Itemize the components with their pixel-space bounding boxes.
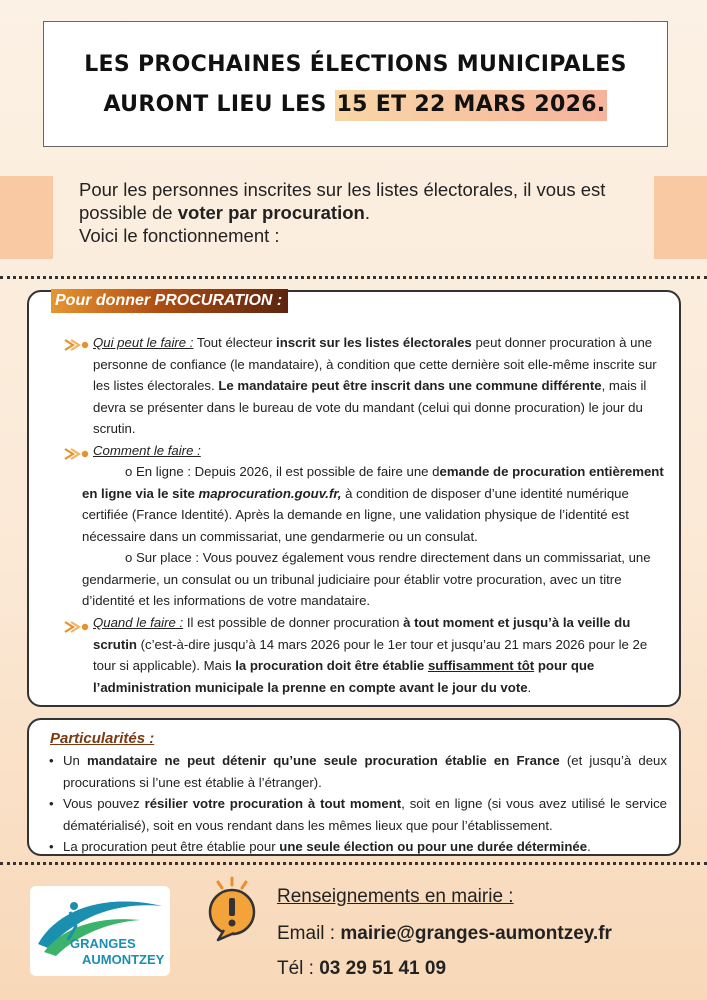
- who-b2: Le mandataire peut être inscrit dans une commune différente: [218, 378, 602, 393]
- when-paragraph: [93, 612, 671, 698]
- item2-t2: , soit en ligne (si vous avez utilisé le service dématérialisé), soit en vous rendant dans les mêmes lieux que pour l’établissement.: [63, 796, 667, 833]
- contact-tel-row: [277, 958, 446, 980]
- item3-b1: une seule élection ou pour une durée déterminée: [279, 839, 588, 854]
- intro-bold: voter par procuration: [177, 202, 365, 223]
- list-item: [47, 836, 667, 858]
- when-bu: suffisamment tôt: [427, 658, 535, 673]
- tel-label: Tél :: [277, 958, 320, 979]
- title-line-1: LES PROCHAINES ÉLECTIONS MUNICIPALES: [84, 52, 627, 77]
- intro-part2: .: [364, 202, 370, 223]
- when-t2: (c’est-à-dire jusqu’à 14 mars 2026 pour le 1er tour et jusqu’au 21 mars 2026 pour le 2e tour si applicable). Mais: [93, 636, 648, 673]
- how-online-b1: emande de procuration entièrement en ligne via le site: [82, 464, 664, 501]
- when-b2: la procuration doit être établie: [235, 658, 428, 673]
- title-line-2: [44, 92, 667, 117]
- email-label: Email :: [277, 923, 341, 944]
- item2-b1: résilier votre procuration à tout moment: [144, 796, 402, 811]
- who-t2: peut donner procuration à une personne de confiance (le mandataire), à condition que cette dernière soit elle-même inscrite sur les listes électorales.: [93, 335, 657, 393]
- how-online-t1: o En ligne : Depuis 2026, il est possible de faire une d: [125, 464, 440, 479]
- arrow-bullet-icon: [63, 338, 89, 352]
- how-label-row: [93, 440, 201, 462]
- item1-t2: (et jusqu’à deux procurations si l’une est établie à l’étranger).: [63, 753, 667, 790]
- intro-text: [79, 178, 659, 247]
- left-accent-bar: [0, 176, 53, 259]
- how-online-t2: à condition de disposer d’une identité numérique certifiée (France Identité). Après la demande en ligne, une validation physique de l’identité est nécessaire dans un commissariat, une gendarmerie ou un consulat.: [82, 485, 629, 544]
- item1-b1: mandataire ne peut détenir qu’une seule procuration établie en France: [87, 753, 560, 768]
- when-label: Quand le faire :: [93, 615, 184, 630]
- item3-t1: La procuration peut être établie pour: [63, 839, 280, 854]
- particularites-panel: [27, 718, 681, 856]
- when-b3: pour que l’administration municipale la prenne en compte avant le jour du vote: [93, 658, 595, 695]
- particularites-list: [47, 750, 667, 858]
- who-paragraph: [93, 332, 671, 440]
- tel-value[interactable]: 03 29 51 41 09: [319, 958, 447, 979]
- right-accent-bar: [654, 176, 707, 259]
- item3-t2: .: [587, 839, 591, 854]
- when-t3: .: [527, 679, 532, 695]
- dotted-divider-top: [0, 276, 707, 279]
- procuration-panel: [27, 290, 681, 707]
- who-b1: inscrit sur les listes électorales: [276, 335, 472, 350]
- logo-text-granges: GRANGES: [70, 936, 136, 951]
- intro-part1: Pour les personnes inscrites sur les listes électorales, il vous est possible de: [79, 179, 606, 223]
- how-onsite: [82, 547, 672, 612]
- procuration-title: Pour donner PROCURATION :: [51, 289, 288, 313]
- title-line-2-prefix: AURONT LIEU LES: [103, 92, 335, 117]
- title-date-highlight: 15 ET 22 MARS 2026.: [335, 90, 608, 121]
- alert-icon: [204, 876, 260, 942]
- item2-t1: Vous pouvez: [63, 796, 145, 811]
- intro-line3: Voici le fonctionnement :: [79, 225, 280, 246]
- item1-t1: Un: [63, 753, 88, 768]
- who-t1: Tout électeur: [193, 335, 277, 350]
- arrow-bullet-icon: [63, 447, 89, 461]
- when-t1: Il est possible de donner procuration: [183, 615, 404, 630]
- granges-aumontzey-logo: [30, 886, 170, 976]
- contact-heading: Renseignements en mairie :: [277, 886, 514, 907]
- who-label: Qui peut le faire :: [93, 335, 194, 350]
- contact-email-row: [277, 923, 612, 945]
- list-item: [47, 750, 667, 793]
- title-box: [43, 21, 668, 147]
- logo-text-aumontzey: AUMONTZEY: [82, 952, 165, 967]
- how-label: Comment le faire :: [93, 443, 201, 458]
- arrow-bullet-icon: [63, 620, 89, 634]
- particularites-title: Particularités :: [50, 730, 155, 747]
- how-onsite-text: o Sur place : Vous pouvez également vous rendre directement dans un commissariat, une gendarmerie, un consulat ou un tribunal judiciaire pour établir votre procuration, avec un titre d’identité et les informations de votre mandataire.: [82, 550, 651, 608]
- dotted-divider-bottom: [0, 862, 707, 865]
- list-item: [47, 793, 667, 836]
- email-value[interactable]: mairie@granges-aumontzey.fr: [340, 923, 612, 944]
- when-b1: à tout moment et jusqu’à la veille du scrutin: [93, 615, 631, 652]
- how-online: [82, 461, 672, 547]
- who-t3: , mais il devra se présenter dans le bureau de vote du mandant (celui qui donne procuration) le jour du scrutin.: [93, 378, 647, 436]
- how-online-site: maprocuration.gouv.fr,: [198, 485, 342, 501]
